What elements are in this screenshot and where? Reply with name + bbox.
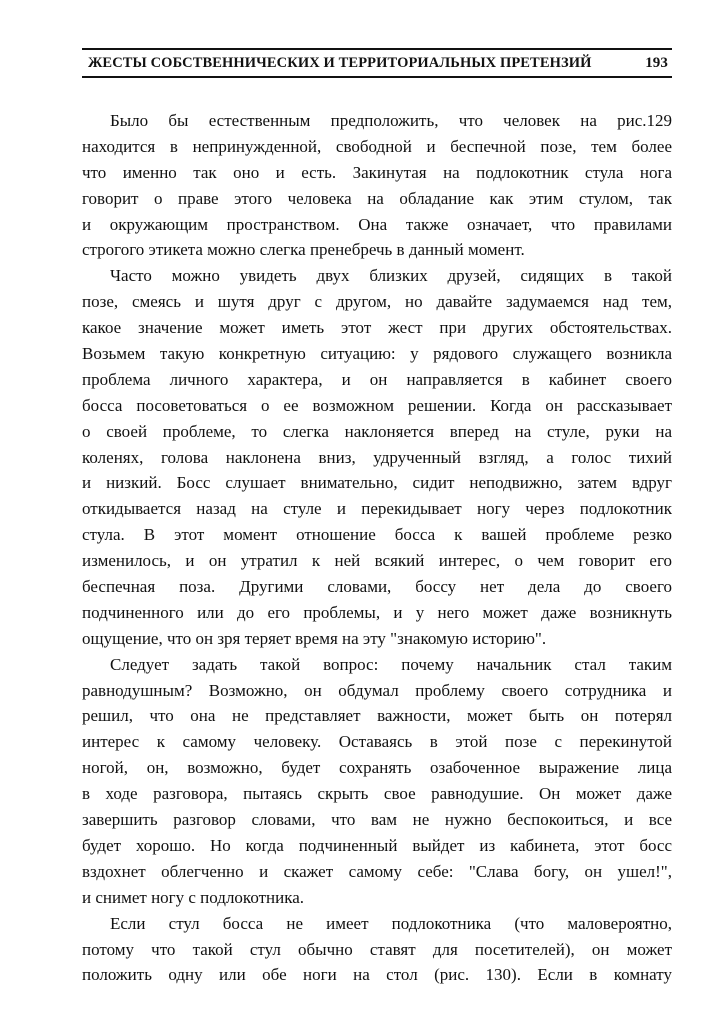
paragraph xyxy=(82,652,672,911)
page-number: 193 xyxy=(645,54,668,71)
text-line: решил, что она не представляет важности, может быть он потерял xyxy=(82,706,672,726)
text-line: подчиненного или до его проблемы, и у него может даже возникнуть xyxy=(82,602,672,622)
text-line: что именно так оно и есть. Закинутая на подлокотник стула нога xyxy=(82,162,672,182)
text-line: коленях, голова наклонена вниз, удрученный взгляд, а голос тихий xyxy=(82,447,672,467)
text-line: равнодушным? Возможно, он обдумал проблему своего сотрудника и xyxy=(82,680,672,700)
text-line: Следует задать такой вопрос: почему начальник стал таким xyxy=(110,654,672,674)
text-line: откидывается назад на стуле и перекидывает ногу через подлокотник xyxy=(82,499,672,519)
text-line: говорит о праве этого человека на обладание как этим стулом, так xyxy=(82,188,672,208)
text-line: босса посоветоваться о ее возможном решении. Когда он рассказывает xyxy=(82,395,672,415)
text-line: в ходе разговора, пытаясь скрыть свое равнодушие. Он может даже xyxy=(82,784,672,804)
text-line: строгого этикета можно слегка пренебречь в данный момент. xyxy=(82,240,525,260)
text-line: изменилось, и он утратил к ней всякий интерес, о чем говорит его xyxy=(82,551,672,571)
text-line: будет хорошо. Но когда подчиненный выйдет из кабинета, этот босс xyxy=(82,835,672,855)
text-line: о своей проблеме, то слегка наклоняется вперед на стуле, руки на xyxy=(82,421,672,441)
text-line: Если стул босса не имеет подлокотника (что маловероятно, xyxy=(110,913,672,933)
body-text xyxy=(82,108,672,988)
running-title: ЖЕСТЫ СОБСТВЕННИЧЕСКИХ И ТЕРРИТОРИАЛЬНЫХ ПРЕТЕНЗИЙ xyxy=(88,54,592,71)
text-line: и окружающим пространством. Она также означает, что правилами xyxy=(82,214,672,234)
text-line: Возьмем такую конкретную ситуацию: у рядового служащего возникла xyxy=(82,344,672,364)
text-line: беспечная поза. Другими словами, боссу нет дела до своего xyxy=(82,577,672,597)
text-line: положить одну или обе ноги на стол (рис. 130). Если в комнату xyxy=(82,965,672,985)
paragraph xyxy=(82,263,672,651)
running-header xyxy=(82,48,672,78)
text-line: стула. В этот момент отношение босса к вашей проблеме резко xyxy=(82,525,672,545)
text-line: Было бы естественным предположить, что человек на рис.129 xyxy=(110,111,672,130)
paragraph xyxy=(82,108,672,263)
text-line: ногой, он, возможно, будет сохранять озабоченное выражение лица xyxy=(82,758,672,778)
text-line: позе, смеясь и шутя друг с другом, но давайте задумаемся над тем, xyxy=(82,292,672,312)
text-line: Часто можно увидеть двух близких друзей, сидящих в такой xyxy=(110,266,672,286)
paragraph xyxy=(82,911,672,989)
text-line: и снимет ногу с подлокотника. xyxy=(82,887,305,907)
text-line: потому что такой стул обычно ставят для посетителей), он может xyxy=(82,939,672,959)
text-line: ощущение, что он зря теряет время на эту "знакомую историю". xyxy=(82,628,547,648)
text-line: завершить разговор словами, что вам не нужно беспокоиться, и все xyxy=(82,810,672,830)
text-line: находится в непринужденной, свободной и беспечной позе, тем более xyxy=(82,136,672,156)
text-line: интерес к самому человеку. Оставаясь в этой позе с перекинутой xyxy=(82,732,672,752)
text-line: какое значение может иметь этот жест при других обстоятельствах. xyxy=(82,318,672,338)
text-line: проблема личного характера, и он направляется в кабинет своего xyxy=(82,369,672,389)
text-line: и низкий. Босс слушает внимательно, сидит неподвижно, затем вдруг xyxy=(82,473,672,493)
text-line: вздохнет облегченно и скажет самому себе: "Слава богу, он ушел!", xyxy=(82,861,672,881)
